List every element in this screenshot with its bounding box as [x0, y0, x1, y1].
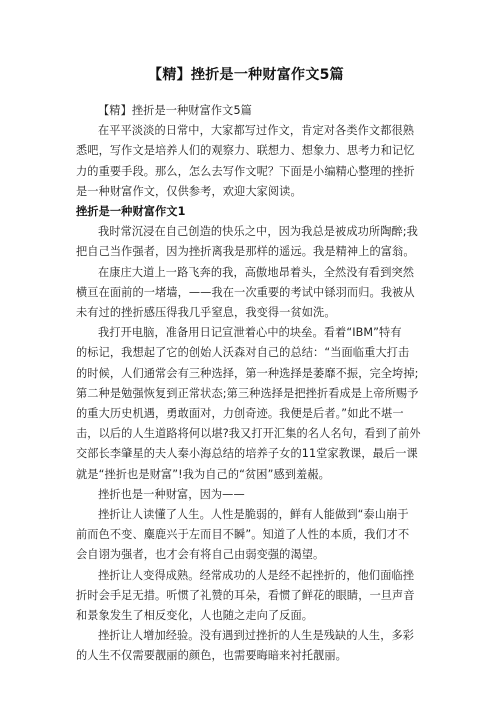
paragraph: [76, 626, 416, 666]
paragraph-line: 挫折让人增加经验。没有遇到过挫折的人生是残缺的人生，多彩: [98, 629, 415, 643]
paragraph-line: 和景象发生了相反变化，人也随之走向了反面。: [76, 609, 314, 623]
paragraph: [76, 485, 416, 505]
paragraph: [76, 505, 416, 566]
paragraph-line: 是一种财富作文，仅供参考，欢迎大家阅读。: [76, 184, 302, 198]
paragraph-line: 挫折也是一种财富，因为——: [98, 487, 245, 501]
intro-paragraph: [76, 121, 416, 202]
paragraph-line: 在平平淡淡的日常中，大家都写过作文，肯定对各类作文都很熟: [98, 124, 415, 138]
paragraph-line: 的时候，人们通常会有三种选择，第一种选择是萎靡不振，完全垮掉;: [76, 366, 419, 380]
paragraph-line: 前而色不变、麋鹿兴于左而目不瞬”。知道了人性的本质，我们才不: [76, 528, 410, 542]
paragraph-line: 横亘在面前的一堵墙，——我在一次重要的考试中铩羽而归。我被从: [76, 285, 415, 299]
section-heading: 挫折是一种财富作文1: [76, 205, 186, 219]
paragraph: [76, 263, 416, 324]
paragraph: [76, 323, 421, 485]
paragraph-line: 折时会手足无措。听惯了礼赞的耳朵，看惯了鲜花的眼睛，一旦声音: [76, 588, 415, 602]
paragraph-line: 击，以后的人生道路将何以堪?我又打开汇集的名人名句，看到了前外: [76, 427, 421, 441]
paragraph-line: 把自己当作强者，因为挫折离我是那样的遥远。我是精神上的富翁。: [76, 245, 415, 259]
paragraph-line: 会自诩为强者，也才会有将自己由弱变强的渴望。: [76, 548, 325, 562]
paragraph-line: 的人生不仅需要靓丽的颜色，也需要晦暗来衬托靓丽。: [76, 649, 347, 663]
paragraph-line: 在康庄大道上一路飞奔的我，高傲地昂着头，全然没有看到突然: [98, 265, 415, 279]
paragraph-line: 未有过的挫折感压得我几乎窒息，我变得一贫如洗。: [76, 306, 336, 320]
paragraph-line: 力的重要手段。那么，怎么去写作文呢？下面是小编精心整理的挫折: [76, 164, 415, 178]
paragraph-line: 悉吧，写作文是培养人们的观察力、联想力、想象力、思考力和记忆: [76, 144, 415, 158]
paragraph-line: 我打开电脑，准备用日记宣泄着心中的块垒。看着“IBM”特有: [98, 326, 402, 340]
paragraph-line: 第二种是勉强恢复到正常状态;第三种选择是把挫折看成是上帝所赐予: [76, 386, 419, 400]
paragraph-line: 交部长李肇星的夫人秦小海总结的培养子女的11堂家教课，最后一课: [76, 447, 418, 461]
paragraph: [76, 222, 416, 262]
paragraph-line: 的标记，我想起了它的创始人沃森对自己的总结：“当面临重大打击: [76, 346, 410, 360]
paragraph-line: 挫折让人变得成熟。经常成功的人是经不起挫折的，他们面临挫: [98, 568, 415, 582]
document-title: 【精】挫折是一种财富作文5篇: [148, 67, 344, 83]
document-subtitle: 【精】挫折是一种财富作文5篇: [98, 104, 252, 117]
paragraph-line: 我时常沉浸在自己创造的快乐之中，因为我总是被成功所陶醉;我: [98, 225, 418, 239]
paragraph: [76, 566, 416, 627]
paragraph-line: 挫折让人读懂了人生。人性是脆弱的，鲜有人能做到“泰山崩于: [98, 508, 409, 522]
paragraph-line: 的重大历史机遇，勇敢面对，力创奇迹。我便是后者。”如此不堪一: [76, 407, 404, 421]
paragraph-line: 就是“挫折也是财富”!我为自己的“贫困”感到羞赧。: [76, 467, 330, 481]
